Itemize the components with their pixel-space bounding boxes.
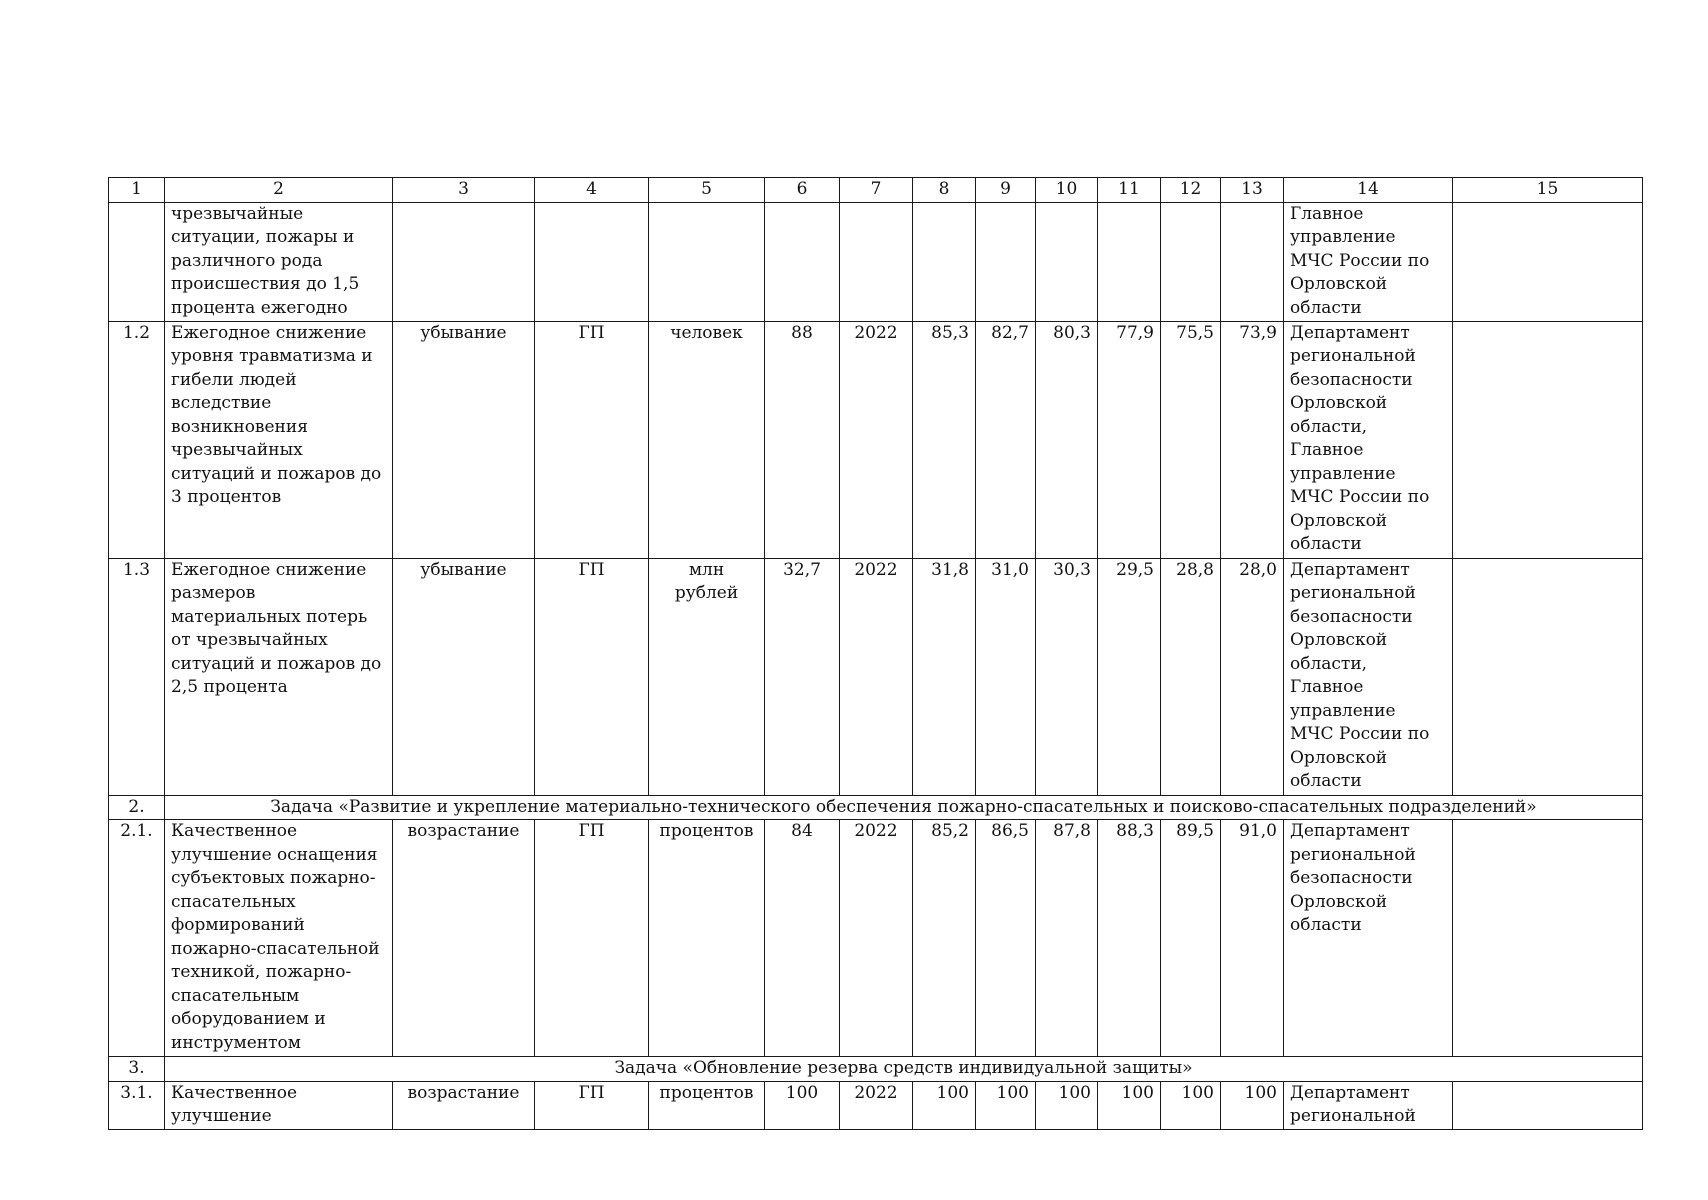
note-cell	[1453, 558, 1643, 795]
row-number	[109, 202, 165, 321]
column-number-8: 8	[913, 178, 976, 203]
value-col-9: 31,0	[976, 558, 1036, 795]
value-col-12: 100	[1161, 1081, 1221, 1129]
base-value	[765, 202, 840, 321]
value-col-12: 75,5	[1161, 321, 1221, 558]
indicator-level	[535, 202, 649, 321]
responsible-body: Департамент региональной безопасности Орловской области, Главное управление МЧС России по Орловской области	[1284, 558, 1453, 795]
column-number-10: 10	[1036, 178, 1098, 203]
table-row	[109, 321, 1643, 558]
indicator-level: ГП	[535, 321, 649, 558]
column-number-15: 15	[1453, 178, 1643, 203]
indicator-name: Ежегодное снижение размеров материальных потерь от чрезвычайных ситуаций и пожаров до 2,5 процента	[165, 558, 393, 795]
table-row	[109, 1081, 1643, 1129]
row-number: 2.1.	[109, 820, 165, 1057]
value-col-13: 100	[1221, 1081, 1284, 1129]
value-col-13: 28,0	[1221, 558, 1284, 795]
responsible-body: Департамент региональной	[1284, 1081, 1453, 1129]
indicator-name: Качественное улучшение	[165, 1081, 393, 1129]
task-row	[109, 1057, 1643, 1082]
task-number: 3.	[109, 1057, 165, 1082]
table-row	[109, 202, 1643, 321]
row-number: 1.2	[109, 321, 165, 558]
value-col-13	[1221, 202, 1284, 321]
value-col-8	[913, 202, 976, 321]
value-col-11: 29,5	[1098, 558, 1161, 795]
value-col-11: 88,3	[1098, 820, 1161, 1057]
column-number-7: 7	[840, 178, 913, 203]
note-cell	[1453, 321, 1643, 558]
indicator-unit: процентов	[649, 1081, 765, 1129]
row-number: 3.1.	[109, 1081, 165, 1129]
value-col-10: 87,8	[1036, 820, 1098, 1057]
base-value: 84	[765, 820, 840, 1057]
value-col-10: 80,3	[1036, 321, 1098, 558]
indicator-trend: убывание	[393, 321, 535, 558]
value-col-8: 85,2	[913, 820, 976, 1057]
table-header-row	[109, 178, 1643, 203]
indicator-trend	[393, 202, 535, 321]
responsible-body: Департамент региональной безопасности Орловской области, Главное управление МЧС России по Орловской области	[1284, 321, 1453, 558]
indicator-trend: возрастание	[393, 820, 535, 1057]
responsible-body: Главное управление МЧС России по Орловской области	[1284, 202, 1453, 321]
indicator-trend: возрастание	[393, 1081, 535, 1129]
task-title: Задача «Развитие и укрепление материально-технического обеспечения пожарно-спасательных и поисково-спасательных подразделений»	[165, 795, 1643, 820]
indicator-level: ГП	[535, 558, 649, 795]
indicator-name: Ежегодное снижение уровня травматизма и гибели людей вследствие возникновения чрезвычайных ситуаций и пожаров до 3 процентов	[165, 321, 393, 558]
note-cell	[1453, 202, 1643, 321]
row-number: 1.3	[109, 558, 165, 795]
column-number-1: 1	[109, 178, 165, 203]
value-col-10: 30,3	[1036, 558, 1098, 795]
base-value: 88	[765, 321, 840, 558]
value-col-12: 89,5	[1161, 820, 1221, 1057]
note-cell	[1453, 820, 1643, 1057]
table-row	[109, 820, 1643, 1057]
column-number-9: 9	[976, 178, 1036, 203]
indicators-table	[108, 177, 1643, 1130]
value-col-13: 91,0	[1221, 820, 1284, 1057]
column-number-5: 5	[649, 178, 765, 203]
value-col-13: 73,9	[1221, 321, 1284, 558]
value-col-11: 100	[1098, 1081, 1161, 1129]
value-col-9: 100	[976, 1081, 1036, 1129]
note-cell	[1453, 1081, 1643, 1129]
table-row	[109, 558, 1643, 795]
base-year	[840, 202, 913, 321]
indicator-level: ГП	[535, 1081, 649, 1129]
indicator-unit: млн рублей	[649, 558, 765, 795]
value-col-11: 77,9	[1098, 321, 1161, 558]
base-value: 100	[765, 1081, 840, 1129]
column-number-2: 2	[165, 178, 393, 203]
base-year: 2022	[840, 321, 913, 558]
column-number-6: 6	[765, 178, 840, 203]
task-number: 2.	[109, 795, 165, 820]
value-col-12: 28,8	[1161, 558, 1221, 795]
indicator-level: ГП	[535, 820, 649, 1057]
indicator-unit: процентов	[649, 820, 765, 1057]
indicator-trend: убывание	[393, 558, 535, 795]
base-year: 2022	[840, 558, 913, 795]
value-col-8: 100	[913, 1081, 976, 1129]
value-col-9: 86,5	[976, 820, 1036, 1057]
indicator-unit	[649, 202, 765, 321]
task-title: Задача «Обновление резерва средств индивидуальной защиты»	[165, 1057, 1643, 1082]
value-col-12	[1161, 202, 1221, 321]
value-col-9	[976, 202, 1036, 321]
indicator-unit: человек	[649, 321, 765, 558]
indicator-name: чрезвычайные ситуации, пожары и различного рода происшествия до 1,5 процента ежегодно	[165, 202, 393, 321]
value-col-10	[1036, 202, 1098, 321]
column-number-3: 3	[393, 178, 535, 203]
value-col-10: 100	[1036, 1081, 1098, 1129]
indicator-name: Качественное улучшение оснащения субъектовых пожарно- спасательных формирований пожарно-спасательной техникой, пожарно- спасательным оборудованием и инструментом	[165, 820, 393, 1057]
value-col-9: 82,7	[976, 321, 1036, 558]
column-number-11: 11	[1098, 178, 1161, 203]
column-number-13: 13	[1221, 178, 1284, 203]
base-year: 2022	[840, 1081, 913, 1129]
value-col-8: 85,3	[913, 321, 976, 558]
base-value: 32,7	[765, 558, 840, 795]
task-row	[109, 795, 1643, 820]
column-number-12: 12	[1161, 178, 1221, 203]
column-number-4: 4	[535, 178, 649, 203]
value-col-8: 31,8	[913, 558, 976, 795]
base-year: 2022	[840, 820, 913, 1057]
value-col-11	[1098, 202, 1161, 321]
responsible-body: Департамент региональной безопасности Орловской области	[1284, 820, 1453, 1057]
column-number-14: 14	[1284, 178, 1453, 203]
